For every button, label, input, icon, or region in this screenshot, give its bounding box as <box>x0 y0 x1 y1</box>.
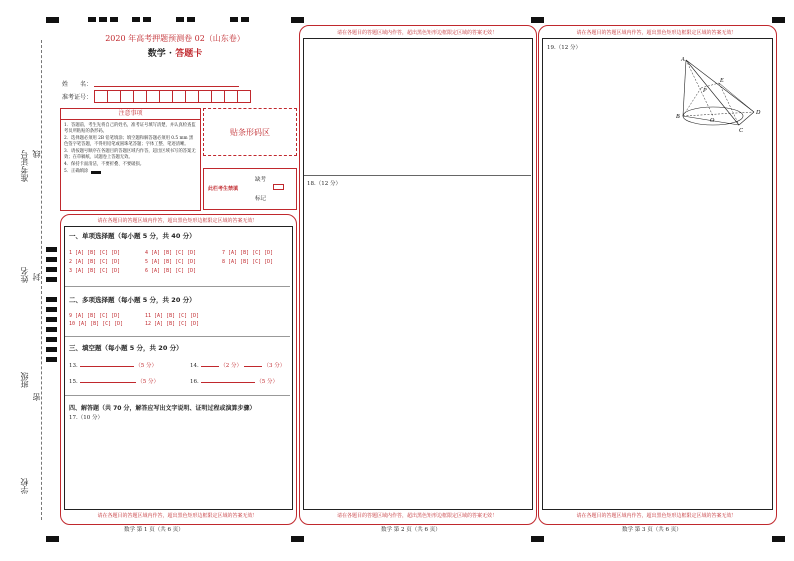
choice-row-10[interactable]: 10 [A] [B] [C] [D] <box>69 321 124 327</box>
section-divider <box>65 395 290 396</box>
timing-mark <box>46 536 59 542</box>
seal-margin-label: 封 <box>32 273 41 281</box>
section-title: 四、解答题（共 70 分，解答应写出文字说明、证明过程或演算步骤） <box>69 405 256 412</box>
question-17-label: 17.（10 分） <box>69 415 103 421</box>
timing-mark <box>46 247 57 252</box>
label-E: E <box>720 78 724 84</box>
label-O: O <box>710 118 715 124</box>
subtitle-highlight: 答题卡 <box>175 49 203 59</box>
timing-mark <box>132 17 140 22</box>
id-box[interactable] <box>224 90 238 103</box>
id-label: 准考证号： <box>62 94 93 101</box>
absent-mark-bottom: 标记 <box>255 196 267 202</box>
id-box[interactable] <box>94 90 108 103</box>
id-box[interactable] <box>159 90 173 103</box>
edge-AD <box>686 60 754 112</box>
id-box[interactable] <box>133 90 147 103</box>
blank-number: 15. <box>69 379 78 385</box>
timing-mark <box>99 17 107 22</box>
edge-CD <box>739 112 754 125</box>
timing-mark <box>143 17 151 22</box>
note-item: 5．正确填涂 <box>64 169 89 174</box>
page-title: 2020 年高考押题预测卷 02（山东卷） <box>105 34 245 43</box>
timing-mark <box>772 536 785 542</box>
timing-mark <box>46 327 57 332</box>
boundary-note: 请在各题目的答题区域内作答，超出黑色矩形边框限定区域的答案无效！ <box>576 513 737 519</box>
note-item: 4．保持卡面清洁，不要折叠、不要破损。 <box>64 162 145 167</box>
id-box[interactable] <box>172 90 186 103</box>
fill-blank-13[interactable] <box>69 361 157 369</box>
timing-mark <box>88 17 96 22</box>
choice-row-6[interactable]: 6 [A] [B] [C] [D] <box>145 268 197 274</box>
blank-points: （5 分） <box>256 379 278 385</box>
timing-mark <box>176 17 184 22</box>
id-box[interactable] <box>120 90 134 103</box>
boundary-note: 请在各题目的答题区域内作答，超出黑色矩形边框限定区域的答案无效！ <box>97 218 258 224</box>
section-divider <box>65 336 290 337</box>
id-boxes[interactable] <box>94 90 251 103</box>
filled-sample-mark <box>91 171 101 174</box>
name-label: 姓 名： <box>62 81 93 88</box>
boundary-note: 请在各题目的答题区域内作答，超出黑色矩形边框限定区域的答案无效！ <box>336 513 497 519</box>
blank-line[interactable] <box>201 366 219 367</box>
choice-row-9[interactable]: 9 [A] [B] [C] [D] <box>69 313 121 319</box>
blank-line[interactable] <box>80 366 134 367</box>
fill-blank-14[interactable] <box>190 361 285 369</box>
timing-mark <box>241 17 249 22</box>
absent-note: 此栏考生禁填 <box>208 186 239 192</box>
choice-row-7[interactable]: 7 [A] [B] [C] [D] <box>222 250 274 256</box>
blank-number: 16. <box>190 379 199 385</box>
timing-mark <box>531 17 544 23</box>
label-P: P <box>703 88 707 94</box>
fill-blank-16[interactable] <box>190 377 278 385</box>
timing-mark <box>46 17 59 23</box>
page-footer-3: 数学 第 3 页（共 6 页） <box>622 527 682 533</box>
blank-line[interactable] <box>80 382 136 383</box>
timing-mark <box>291 536 304 542</box>
timing-mark <box>46 277 57 282</box>
page-footer-1: 数学 第 1 页（共 6 页） <box>124 527 184 533</box>
timing-mark <box>772 17 785 23</box>
edge-PB <box>683 88 701 116</box>
page-footer-2: 数学 第 2 页（共 6 页） <box>381 527 441 533</box>
choice-row-8[interactable]: 8 [A] [B] [C] [D] <box>222 259 274 265</box>
page-subtitle <box>60 46 290 59</box>
barcode-area <box>203 108 297 156</box>
subtitle-subject: 数学 · <box>147 49 176 59</box>
note-item-fill <box>64 169 197 175</box>
timing-mark <box>46 267 57 272</box>
barcode-label: 贴条形码区 <box>230 127 270 137</box>
timing-mark <box>46 317 57 322</box>
timing-mark <box>230 17 238 22</box>
choice-row-12[interactable]: 12 [A] [B] [C] [D] <box>145 321 200 327</box>
absent-checkbox[interactable] <box>273 184 284 190</box>
choice-row-3[interactable]: 3 [A] [B] [C] [D] <box>69 268 121 274</box>
blank-points: （5 分） <box>135 363 157 369</box>
timing-mark <box>46 357 57 362</box>
timing-mark <box>531 536 544 542</box>
section-title: 一、单项选择题（每小题 5 分，共 40 分） <box>69 232 196 240</box>
edge-BD <box>683 112 754 116</box>
id-box[interactable] <box>211 90 225 103</box>
id-box[interactable] <box>198 90 212 103</box>
blank-line[interactable] <box>244 366 262 367</box>
timing-mark <box>187 17 195 22</box>
notes-list <box>61 120 200 175</box>
note-item: 2．选择题必须用 2B 铅笔填涂；填空题和解答题必须用 0.5 mm 黑色签字笔答题，不得用铅笔或圆珠笔答题；字体工整、笔迹清晰。 <box>64 136 194 147</box>
timing-mark <box>46 337 57 342</box>
id-box[interactable] <box>185 90 199 103</box>
timing-mark <box>46 347 57 352</box>
id-box[interactable] <box>107 90 121 103</box>
id-margin-label: 准考证号 <box>20 150 29 182</box>
choice-row-5[interactable]: 5 [A] [B] [C] [D] <box>145 259 197 265</box>
section-divider <box>65 286 290 287</box>
boundary-note: 请在各题目的答题区域内作答，超出黑色矩形边框限定区域的答案无效！ <box>576 30 737 36</box>
section-title: 三、填空题（每小题 5 分，共 20 分） <box>69 344 183 352</box>
edge-AB <box>683 60 686 116</box>
choice-row-4[interactable]: 4 [A] [B] [C] [D] <box>145 250 197 256</box>
choice-row-1[interactable]: 1 [A] [B] [C] [D] <box>69 250 121 256</box>
secret-margin-label: 密 <box>32 393 41 401</box>
label-B: B <box>676 114 680 120</box>
timing-mark <box>110 17 118 22</box>
id-box[interactable] <box>146 90 160 103</box>
notes-title: 注意事项 <box>61 109 200 120</box>
timing-mark <box>46 257 57 262</box>
choice-row-11[interactable]: 11 [A] [B] [C] [D] <box>145 313 200 319</box>
answer-frame-2 <box>303 38 533 510</box>
id-box[interactable] <box>237 90 251 103</box>
timing-mark <box>46 297 57 302</box>
school-margin-label: 学校 <box>20 478 29 494</box>
label-D: D <box>756 110 761 116</box>
line-margin-label: 线 <box>32 150 41 158</box>
name-field[interactable] <box>94 86 239 87</box>
question-18-label: 18.（12 分） <box>307 181 341 187</box>
boundary-note: 请在各题目的答题区域内作答，超出黑色矩形边框限定区域的答案无效！ <box>97 513 258 519</box>
note-item: 1．答题前，考生先将自己的姓名，准考证号填写清楚，并认真检查监考员所粘贴的条形码。 <box>64 123 196 134</box>
class-margin-label: 班级 <box>20 372 29 388</box>
boundary-note: 请在各题目的答题区域内作答，超出黑色矩形边框限定区域的答案无效！ <box>336 30 497 36</box>
section-title: 二、多项选择题（每小题 5 分，共 20 分） <box>69 296 196 304</box>
blank-points: （3 分） <box>263 363 286 369</box>
blank-points: （5 分） <box>137 379 159 385</box>
question-19-label: 19.（12 分） <box>547 45 581 51</box>
absent-box <box>203 168 297 210</box>
timing-mark <box>46 307 57 312</box>
choice-row-2[interactable]: 2 [A] [B] [C] [D] <box>69 259 121 265</box>
blank-line[interactable] <box>201 382 255 383</box>
note-item: 3．请按题号顺序在各题目的答题区域内作答，超出区域书写的答案无效；在草稿纸、试题卷上答题无效。 <box>64 149 196 160</box>
label-A: A <box>681 57 685 63</box>
blank-number: 13. <box>69 363 78 369</box>
geometry-figure <box>676 55 766 135</box>
name-margin-label: 姓名 <box>20 267 29 283</box>
timing-mark <box>291 17 304 23</box>
blank-points: （2 分） <box>220 363 242 369</box>
notes-box <box>60 108 201 211</box>
absent-mark-top: 缺考 <box>255 177 267 183</box>
label-C: C <box>739 128 744 134</box>
blank-number: 14. <box>190 363 199 369</box>
fill-blank-15[interactable] <box>69 377 159 385</box>
question-divider <box>304 175 531 176</box>
